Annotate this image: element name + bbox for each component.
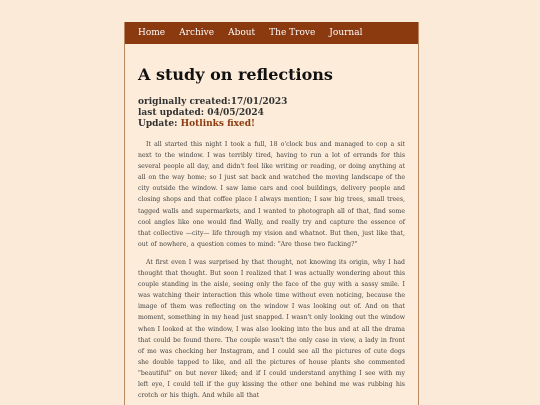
- top-navbar: [125, 22, 418, 44]
- nav-link-about[interactable]: About: [228, 28, 256, 38]
- page-column: [124, 22, 419, 405]
- article-paragraph-2: At first even I was surprised by that thought, not knowing its origin, why I had thought that thought. But soon I realized that I was actually wondering about this couple standing in the aisle, seeing only the face of the guy with a sassy smile. I was watching their interaction this whole time without even noticing, because the image of them was reflecting on the window I was looking out of. And on that moment, something in my head just snapped. I wasn't only looking out the window when I looked at the window, I was also looking into the bus and at all the drama that could be found there. The couple wasn't the only case in view, a lady in front of me was checking her Instagram, and I could see all the pictures of cute dogs she double tapped to like, and all the pictures of house plants she commented "beautiful" on but never liked; and if I could understand anything I see with my left eye, I could tell if the guy kissing the other one behind me was rubbing his crotch or his thigh. And while all that: [138, 258, 405, 400]
- nav-link-archive[interactable]: Archive: [179, 28, 215, 38]
- update-label: Update:: [138, 119, 178, 129]
- created-date: originally created:17/01/2023: [138, 97, 288, 107]
- nav-link-journal[interactable]: Journal: [329, 28, 363, 38]
- article: [125, 44, 418, 401]
- page-title: A study on reflections: [138, 65, 333, 84]
- updated-date: last updated: 04/05/2024: [138, 108, 264, 118]
- nav-link-home[interactable]: Home: [138, 28, 166, 38]
- update-note: [138, 119, 405, 130]
- hotlinks-update-link[interactable]: Hotlinks fixed!: [180, 119, 255, 129]
- article-meta: [138, 97, 405, 130]
- article-paragraph-1: It all started this night I took a full, 18 o'clock bus and managed to cop a sit next to the window. I was terribly tired, having to run a lot of errands for this several people all day, and didn't feel like writing or reading, or doing anything at all on the way home; so I just sat back and watched the moving landscape of the city outside the window. I saw lame cars and cool buildings, delivery people and closing shops and that coffee place I always mention; I saw big trees, small trees, tagged walls and supermarkets, and I wanted to photograph all of that, find some cool angles like one would find Wally, and really try and capture the essence of that collective —city— life through my vision and whatnot. But then, just like that, out of nowhere, a question comes to mind: "Are those two fucking?": [138, 141, 405, 248]
- nav-link-the-trove[interactable]: The Trove: [269, 28, 316, 38]
